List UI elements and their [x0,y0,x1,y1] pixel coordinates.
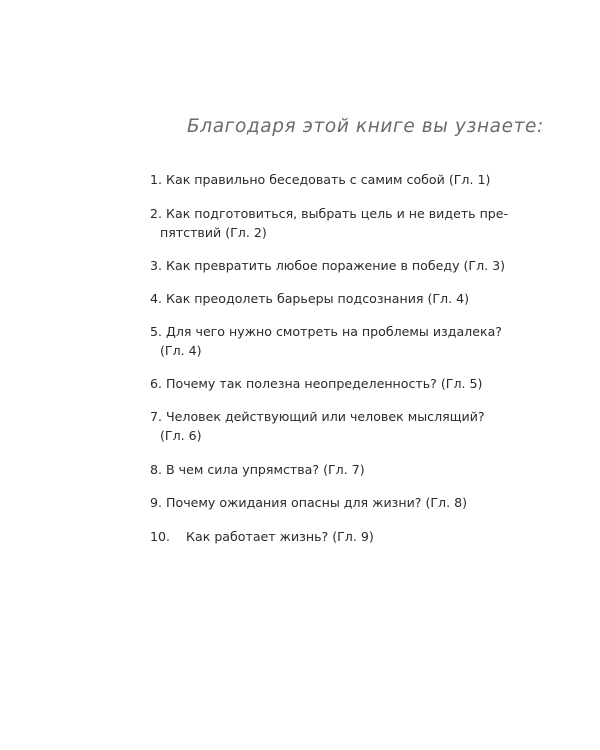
item-text-continued: пятствий (Гл. 2) [160,225,267,240]
item-number: 9. [150,495,167,510]
list-item [150,527,510,546]
item-text: Как правильно беседовать с самим собой (Гл. 1) [166,172,491,187]
item-number: 2. [150,206,167,221]
list-item [150,322,510,360]
item-number: 4. [150,291,167,306]
list-item [150,289,510,308]
item-text: Почему так полезна неопределенность? (Гл. 5) [166,376,483,391]
item-number: 3. [150,258,167,273]
item-text: Как превратить любое поражение в победу (Гл. 3) [166,258,506,273]
list-item [150,493,510,512]
item-text: В чем сила упрямства? (Гл. 7) [166,462,365,477]
item-text: Для чего нужно смотреть на проблемы издалека? [166,324,502,339]
item-text: Как преодолеть барьеры подсознания (Гл. 4) [166,291,470,306]
list-item [150,204,510,242]
item-number: 1. [150,172,167,187]
item-text: Человек действующий или человек мыслящий? [166,409,485,424]
list-item [150,170,510,189]
item-number: 5. [150,324,167,339]
list-item [150,374,510,393]
item-number: 7. [150,409,167,424]
item-text: Почему ожидания опасны для жизни? (Гл. 8) [166,495,468,510]
item-text-continued: (Гл. 4) [160,343,202,358]
item-text-continued: (Гл. 6) [160,428,202,443]
list-item [150,407,510,445]
item-number: 6. [150,376,167,391]
list-item [150,256,510,275]
item-number: 10. [150,529,175,544]
item-number: 8. [150,462,167,477]
list-item [150,460,510,479]
item-text: Как работает жизнь? (Гл. 9) [186,529,374,544]
item-text: Как подготовиться, выбрать цель и не видеть пре- [166,206,509,221]
page-heading: Благодаря этой книге вы узнаете: [187,116,544,137]
